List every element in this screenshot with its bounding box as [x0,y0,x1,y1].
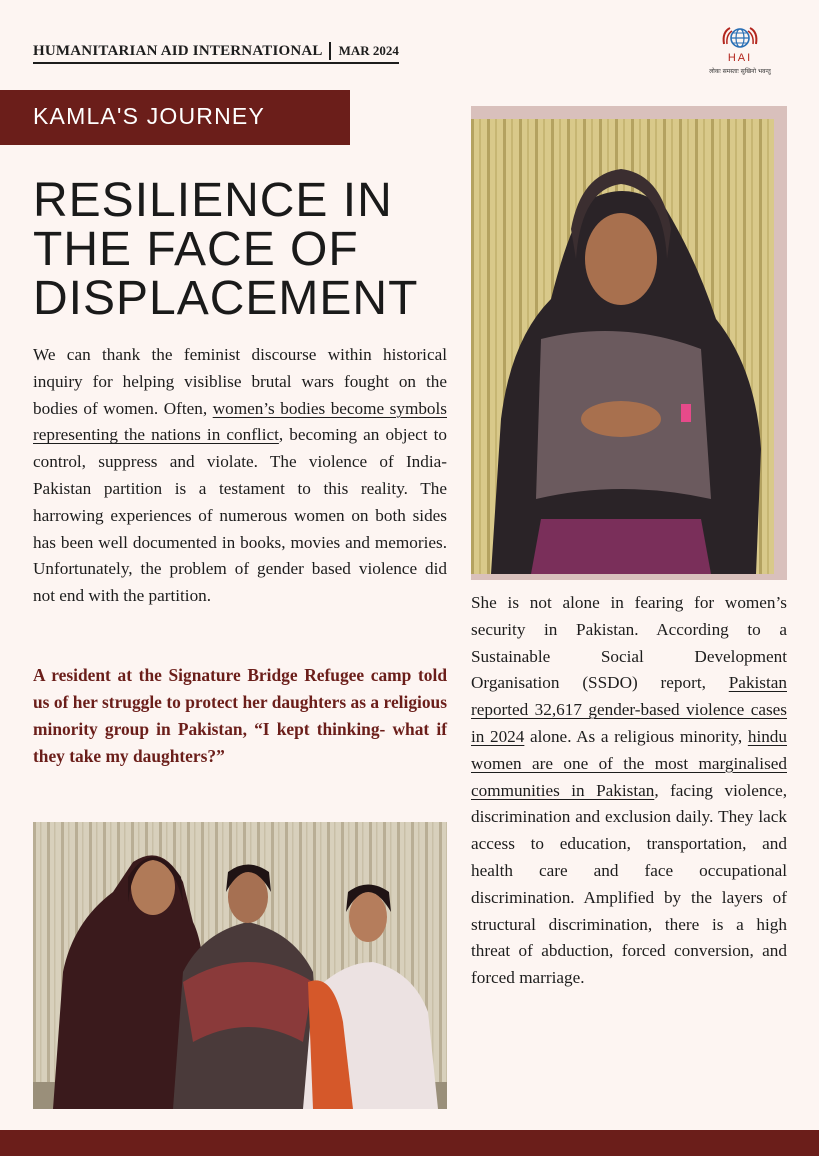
group-photo-illustration [33,822,447,1109]
ssdo-report-link[interactable]: Pakistan reported 32,617 gender-based violence cases in 2024 [471,673,787,746]
intro-paragraph [33,342,447,610]
section-band [0,90,350,145]
group-photo [33,822,447,1109]
issue-date: MAR 2024 [338,43,399,58]
hindu-women-link[interactable]: hindu women are one of the most marginalised communities in Pakistan [471,726,787,800]
headline-line-2: THE FACE OF [33,223,359,276]
section-title: KAMLA'S JOURNEY [33,103,265,129]
portrait-photo [471,119,774,574]
footer-band [0,1130,819,1156]
intro-text-2: , becoming an object to control, suppress and violate. The violence of India-Pakistan partition is a testament to this reality. The harrowing experiences of numerous women on both sides has been well documented in books, movies and memories. Unfortunately, the problem of gender based violence did not end with the partition. [33,425,447,606]
headline-line-3: DISPLACEMENT [33,272,419,325]
intro-text-1: We can thank the feminist discourse within historical inquiry for helping visiblise brutal wars fought on the bodies of women. Often, [33,345,447,418]
women-bodies-symbols-link[interactable]: women’s bodies become symbols representing the nations in conflict [33,398,447,445]
headline-line-1: RESILIENCE IN [33,174,393,227]
headline [33,176,433,323]
hai-logo [700,20,780,75]
logo-abbreviation: HAI [727,52,753,64]
masthead [33,42,399,64]
right-text-3: , facing violence, discrimination and exclusion daily. They lack access to education, transportation, and health care and face occupational discrimination. Amplified by the layers of structural discrimination, there is a high threat of abduction, forced conversion, and forced marriage. [471,780,787,988]
pull-quote: A resident at the Signature Bridge Refugee camp told us of her struggle to protect her daughters as a religious minority group in Pakistan, “I kept thinking- what if they take my daughters?” [33,665,447,766]
portrait-illustration [471,119,774,574]
publication-name: HUMANITARIAN AID INTERNATIONAL [33,42,331,60]
logo-tagline: लोकः समस्ताः सुखिनो भवन्तु [709,68,771,75]
right-column-paragraph [471,590,787,992]
right-text-2: alone. As a religious minority, [524,726,748,746]
right-text-1: She is not alone in fearing for women’s security in Pakistan. According to a Sustainable Social Development Organisation (SSDO) report, [471,593,787,693]
globe-hands-icon [718,20,762,54]
